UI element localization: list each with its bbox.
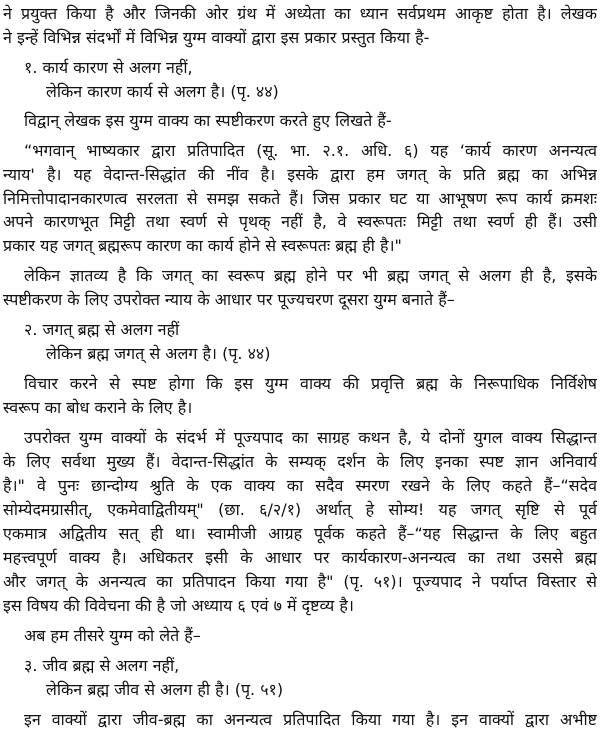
text-line: इस विषय की विवेचना की है जो अध्याय ६ एवं ७ में दृष्टव्य है।	[3, 596, 354, 615]
text-line: के लिए सर्वथा मुख्य हैं। वेदान्त-सिद्धांत के सम्यक् दर्शन के लिए इनका स्पष्ट ज्ञान अनिवार्य	[3, 452, 597, 471]
text-line: विद्वान् लेखक इस युग्म वाक्य का स्पष्टीकरण करते हुए लिखते हैं-	[24, 111, 392, 130]
text-line: है।" वे पुनः छान्दोग्य श्रुति के एक वाक्य का सदैव स्मरण रखने के लिए कहते हैं–“सदेव	[3, 476, 597, 495]
text-line: उपरोक्त युग्म वाक्यों के संदर्भ में पूज्यपाद का साग्रह कथन है, ये दोनों युगल वाक्य सिद्धान्त	[24, 428, 597, 447]
quote-line: निमित्तोपादानकारणत्व सरलता से समझ सकते हैं। जिस प्रकार घट या आभूषण रूप कार्य क्रमशः	[3, 189, 597, 208]
text-line: और जगत् के अनन्यत्व का प्रतिपादन किया गया है" (पृ. ५१)। पूज्यपाद ने पर्याप्त विस्तार से	[3, 572, 597, 591]
list-item-1-line-1: १. कार्य कारण से अलग नहीं,	[24, 58, 193, 77]
quote-line: “भगवान् भाष्यकार द्वारा प्रतिपादित (सू. भा. २.१. अधि. ६) यह ‘कार्य कारण अनन्यत्व	[24, 141, 597, 160]
quote-line: न्याय' है। यह वेदान्त-सिद्धांत की नींव है। इसके द्वारा हम जगत् के प्रति ब्रह्म का अभिन्न	[3, 165, 597, 184]
list-item-2-line-2: लेकिन ब्रह्म जगत् से अलग है। (पृ. ४४)	[46, 344, 271, 363]
list-item-2-line-1: २. जगत् ब्रह्म से अलग नहीं	[24, 320, 180, 339]
text-line: स्वरूप का बोध कराने के लिए है।	[3, 398, 193, 417]
text-line: अब हम तीसरे युग्म को लेते हैं–	[24, 626, 201, 645]
list-item-3-line-1: ३. जीव ब्रह्म से अलग नहीं,	[24, 656, 180, 675]
text-line: ने इन्हें विभिन्न संदर्भों में विभिन्न युग्म वाक्यों द्वारा इस प्रकार प्रस्तुत किया है-	[3, 28, 430, 47]
quote-line: अपने कारणभूत मिट्टी तथा स्वर्ण से पृथक् नहीं है, वे स्वरूपतः मिट्टी तथा स्वर्ण ही हैं। उसी	[3, 212, 597, 231]
text-line: विचार करने से स्पष्ट होगा कि इस युग्म वाक्य की प्रवृत्ति ब्रह्म के निरूपाधिक निर्विशेष	[24, 374, 597, 393]
text-line: ने प्रयुक्त किया है और जिनकी ओर ग्रंथ में अध्येता का ध्यान सर्वप्रथम आकृष्ट होता है। लेखक	[3, 4, 597, 23]
text-line: इन वाक्यों द्वारा जीव-ब्रह्म का अनन्यत्व प्रतिपादित किया गया है। इन वाक्यों द्वारा अभीष्ट	[24, 710, 597, 729]
text-line: एकमात्र अद्वितीय सत् ही था। स्वामीजी आग्रह पूर्वक कहते हैं–“यह सिद्धान्त के लिए बहुत	[3, 524, 597, 543]
quote-line: प्रकार यह जगत् ब्रह्मरूप कारण का कार्य होने से स्वरूपतः ब्रह्म ही है।"	[3, 236, 402, 255]
text-line: महत्त्वपूर्ण वाक्य है। अधिकतर इसी के आधार पर कार्यकारण-अनन्यत्व का तथा उससे ब्रह्म	[3, 548, 597, 567]
text-line: लेकिन ज्ञातव्य है कि जगत् का स्वरूप ब्रह्म होने पर भी ब्रह्म जगत् से अलग ही है, इसके	[24, 266, 597, 285]
list-item-1-line-2: लेकिन कारण कार्य से अलग है। (पृ. ४४)	[46, 82, 279, 101]
text-line: सोम्येदमग्रासीत्, एकमेवाद्वितीयम्" (छा. ६/२/१) अर्थात् हे सोम्य! यह जगत् सृष्टि से पूर्व	[3, 500, 597, 519]
text-line: स्पष्टीकरण के लिए उपरोक्त न्याय के आधार पर पूज्यचरण दूसरा युग्म बनाते हैं–	[3, 290, 455, 309]
list-item-3-line-2: लेकिन ब्रह्म जीव से अलग ही है। (पृ. ५१)	[46, 680, 284, 699]
